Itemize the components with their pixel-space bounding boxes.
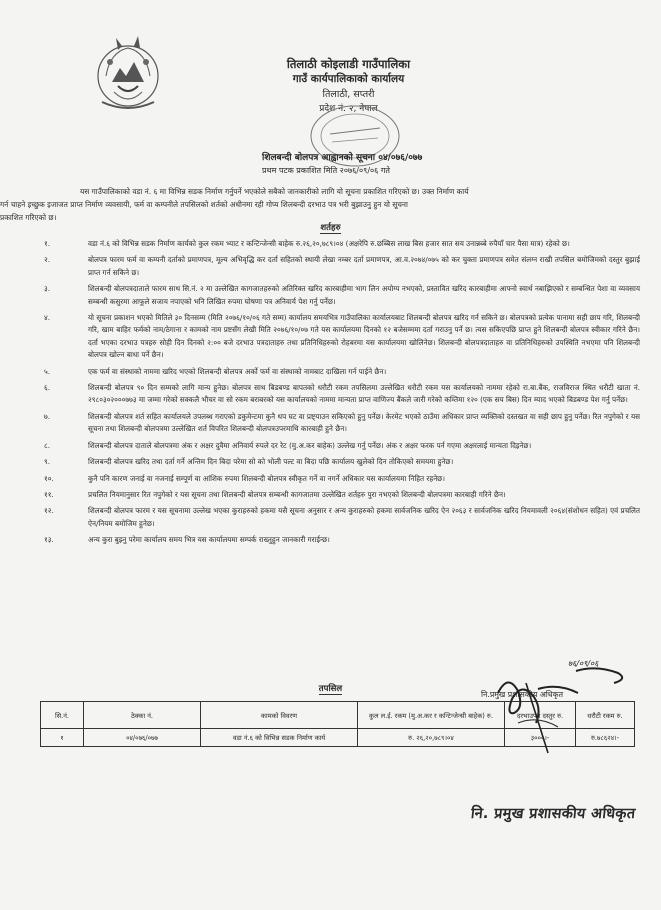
office-location: तिलाठी, सप्तरी: [322, 89, 375, 100]
notice-reference: ०४/०७६/०७७: [378, 153, 423, 163]
term-number: २.: [44, 255, 51, 265]
signatory-title: नि.प्रमुख प्रशासकीय अधिकृत: [481, 690, 564, 699]
term-text: वडा नं.६ को विभिन्न सडक निर्माण कार्यको कुल रकम भ्याट र कन्टिन्जेन्सी बाहेक रु.२६,२०,७८९।०४ (अक्षरेपि रु.छब्बिस लाख बिस हजार सात सय उनान्नब्बे रुपैयाँ चार पैसा मात्र) रहेको छ।: [88, 239, 570, 248]
column-header: ठेक्का नं.: [84, 702, 201, 729]
term-item: [40, 473, 640, 485]
office-name: गाउँ कार्यपालिकाको कार्यालय: [292, 73, 405, 85]
table-cell: ३०००।-: [505, 729, 576, 747]
signature-date: ७६/०९/०६: [568, 659, 599, 668]
term-number: ६.: [44, 383, 51, 393]
table-cell: वडा नं.६ को विभिन्न सडक निर्माण कार्य: [201, 729, 358, 747]
province-name: प्रदेश नं. २, नेपाल: [319, 104, 378, 114]
term-number: १.: [44, 239, 51, 248]
term-text: यो सूचना प्रकाशन भएको मितिले ३० दिनसम्म (मिति २०७६/१०/०६ गते सम्म) कार्यालय समयभित्र गाउँपालिका कार्यालयबाट शिलबन्दी बोलपत्र खरिद गर्न सकिने छ। बोलपत्रको प्रत्येक पानामा सही छाप गरि, शिलबन्दी गरि, खाम बाहिर फर्मको नाम/ठेगाना र कामको नाम प्रष्टसँग लेखी मिति २०७६/१०/०७ गते यस कार्यालयमा दिनको १२ बजेसम्ममा दर्ता गराउनु पर्ने छ। त्यस सकिएपछि प्राप्त हुने शिलबन्दी बोलपत्र स्वीकार गरिने छैन। दर्ता भएका दरभाउ पत्रहरु सोही दिन दिनको २:०० बजे दरभाउ पत्रदाताहरु तथा प्रतिनिधिहरुको रोहबरमा यस कार्यालयमा खोलिनेछ। शिलबन्दी बोलपत्रदाताहरु वा प्रतिनिधिहरुको उपस्थिति नभएमा पनि शिलबन्दी बोलपत्र खोल्न बाधा पर्ने छैन।: [88, 313, 640, 360]
table-cell: रु.७८६२४।-: [576, 729, 635, 747]
term-item: [40, 283, 640, 308]
term-item: [40, 411, 640, 436]
term-item: [40, 366, 640, 378]
table-cell: रु. २६,२०,७८९।०४: [358, 729, 505, 747]
term-item: [40, 312, 640, 362]
municipality-name: तिलाठी कोइलाडी गाउँपालिका: [286, 57, 411, 71]
terms-heading-wrap: [0, 222, 661, 233]
term-number: ७.: [44, 411, 51, 421]
terms-heading: शर्तहरु: [320, 223, 341, 233]
term-text: अन्य कुरा बुझ्नु परेमा कार्यालय समय भित्र यस कार्यालयमा सम्पर्क राख्नुहुन जानकारी गराईन्छ।: [88, 535, 330, 545]
term-text: प्रचलित नियमानुसार रित नपुगेको र यस सूचना तथा शिलबन्दी बोलपत्र सम्बन्धी कागजातमा उल्लेखित शर्तहरु पुरा नभएको शिलबन्दी बोलपत्रमा कारबाही गरिने छैन।: [88, 489, 506, 499]
term-item: [40, 456, 640, 468]
intro-line: गर्न चाहने इच्छुक इजाजत प्राप्त निर्माण व्यवसायी, फर्म वा कम्पनीले तपसिलको शर्तको अधीनमा रही गोप्य शिलबन्दी दरभाउ पत्र भरी बुझाउनु हुन यो सूचना: [0, 200, 408, 209]
table-cell: १: [41, 729, 84, 747]
terms-list: [40, 238, 640, 551]
intro-line: यस गाउँपालिकाको वडा नं. ६ मा विभिन्न सडक निर्माण गर्नुपर्ने भएकोले सबैको जानकारीको लागि यो सूचना प्रकाशित गरिएको छ। उक्त निर्माण कार्य: [80, 187, 469, 196]
term-item: [40, 238, 640, 250]
handwritten-title: नि. प्रमुख प्रशासकीय अधिकृत: [470, 806, 637, 822]
handwritten-signature: [478, 653, 648, 773]
term-number: १०.: [44, 473, 54, 483]
intro-line: प्रकाशित गरिएको छ।: [0, 213, 57, 222]
column-header: कुल ल.ई. रकम (मु.अ.कर र कन्टिन्जेन्सी बाहेक) रु.: [358, 702, 505, 729]
term-text: एक फर्म वा संस्थाको नाममा खरिद भएको शिलबन्दी बोलपत्र अर्को फर्म वा संस्थाको नामबाट दाखिला गर्न पाईने छैन।: [88, 366, 387, 376]
term-number: १३.: [44, 535, 54, 545]
column-header: सि.नं.: [41, 702, 84, 729]
term-number: ९.: [44, 457, 51, 467]
term-item: [40, 254, 640, 279]
term-text: शिलबन्दी बोलपत्र फारम र यस सूचनामा उल्लेख भएका कुराहरुको हकमा यसै सूचना अनुसार र अन्य कुराहरुको हकमा सार्वजनिक खरिद ऐन २०६३ र सार्वजनिक खरिद नियमावली २०६४(संशोधन सहित) एवं प्रचलित ऐन/नियम बमोजिम हुनेछ।: [88, 506, 640, 528]
column-header: दरभाउपत्र दस्तुर रु.: [505, 702, 576, 729]
term-item: [40, 440, 640, 452]
term-number: ३.: [44, 284, 51, 294]
term-text: शिलबन्दी बोलपत्रदाताले फारम साथ सि.नं. २ मा उल्लेखित कागजातहरुको अतिरिक्त खरिद कारबाहीमा भाग लिन अयोग्य नभएको, प्रस्तावित खरिद कारबाहीमा आफ्नो स्वार्थ नबाझिएको र सम्बन्धित पेशा वा व्यवसाय सम्बन्धी कसुरमा आफूले सजाय नपाएको भनि लिखित रुपमा घोषणा पत्र अनिवार्य पेश गर्नु पर्नेछ।: [88, 284, 640, 306]
office-seal-stamp: [300, 96, 410, 176]
term-number: १२.: [44, 506, 54, 516]
term-number: ५.: [44, 366, 51, 376]
notice-title-line: [262, 150, 422, 163]
term-text: शिलबन्दी बोलपत्र दाताले बोलपत्रमा अंक र अक्षर दुवैमा अनिवार्य रुपले दर रेट (मु.अ.कर बाहेक) उल्लेख गर्नु पर्नेछ। अंक र अक्षर फरक पर्न गएमा अक्षरलाई मान्यता दिइनेछ।: [88, 440, 532, 450]
term-item: [40, 505, 640, 530]
term-text: कुनै पनि कारण जनाई वा नजनाई सम्पूर्ण वा आंशिक रुपमा शिलबन्दी बोलपत्र स्वीकृत गर्ने वा नगर्ने अधिकार यस कार्यालयमा निहित रहनेछ।: [88, 473, 445, 483]
term-item: [40, 534, 640, 546]
term-number: ८.: [44, 440, 51, 450]
schedule-heading: तपसिल: [318, 684, 343, 694]
term-number: ११.: [44, 489, 54, 499]
column-header: कामको विवरण: [201, 702, 358, 729]
term-item: [40, 382, 640, 407]
column-header: धरौटी रकम रु.: [576, 702, 635, 729]
term-item: [40, 489, 640, 501]
term-text: शिलबन्दी बोलपत्र शर्त सहित कार्यालयले उपलब्ध गराएको डकुमेन्टमा कुनै थप घट वा प्रष्ट्याउन सकिएको हुनु पर्नेछ। केरमेट भएको ठाउँमा अधिकार प्राप्त व्यक्तिको दस्तखत वा सही छाप हुनु पर्नेछ। रित नपुगेको र यस सूचना तथा शिलबन्दी बोलपत्रमा उल्लेखित शर्त विपरित शिलबन्दी बोलपत्रउपरमाथि कारबाही हुने छैन।: [88, 411, 640, 434]
table-cell: ०४/०७६/०७७: [84, 729, 201, 747]
intro-paragraph: [0, 185, 637, 224]
term-text: शिलबन्दी बोलपत्र ९० दिन सम्मको लागि मान्य हुनेछ। बोलपत्र साथ बिडबण्ड बापतको धरौटी रकम तपसिलमा उल्लेखित धरौटी रकम यस कार्यालयको नाममा रहेको रा.बा.बैंक, राजविराज स्थित धरौटी खाता नं. २९८०३०२०००७७३ मा जम्मा गरेको सक्कलै भौचर वा सो रकम बराबरको यस कार्यालयको नाममा मान्यता प्राप्त वाणिज्य बैंकले जारी गरेको कम्तिमा १२० (एक सय बिस) दिन म्याद भएको बिडबण्ड पेश गर्नु पर्नेछ।: [88, 383, 640, 405]
term-text: शिलबन्दी बोलपत्र खरिद तथा दर्ता गर्ने अन्तिम दिन बिदा परेमा सो को भोली पल्ट वा बिदा पछि कार्यालय खुलेको दिन तोकिएको समयमा हुनेछ।: [88, 457, 454, 467]
notice-title: शिलबन्दी बोलपत्र आह्वानको सूचना: [262, 153, 376, 163]
term-text: बोलपत्र फारम फर्म वा कम्पनी दर्ताको प्रमाणपत्र, मूल्य अभिवृद्धि कर दर्ता सहितको स्थायी लेखा नम्बर दर्ता प्रमाणपत्र, आ.व.२०७४/०७५ को कर चुक्ता प्रमाणपत्र समेत संलग्न राखी तपसिल बमोजिमको दस्तुर बुझाई प्राप्त गर्न सकिने छ।: [88, 255, 640, 277]
term-number: ४.: [44, 313, 51, 323]
publication-date: प्रथम पटक प्रकाशित मिति २०७६/०९/०६ गते: [262, 166, 390, 175]
